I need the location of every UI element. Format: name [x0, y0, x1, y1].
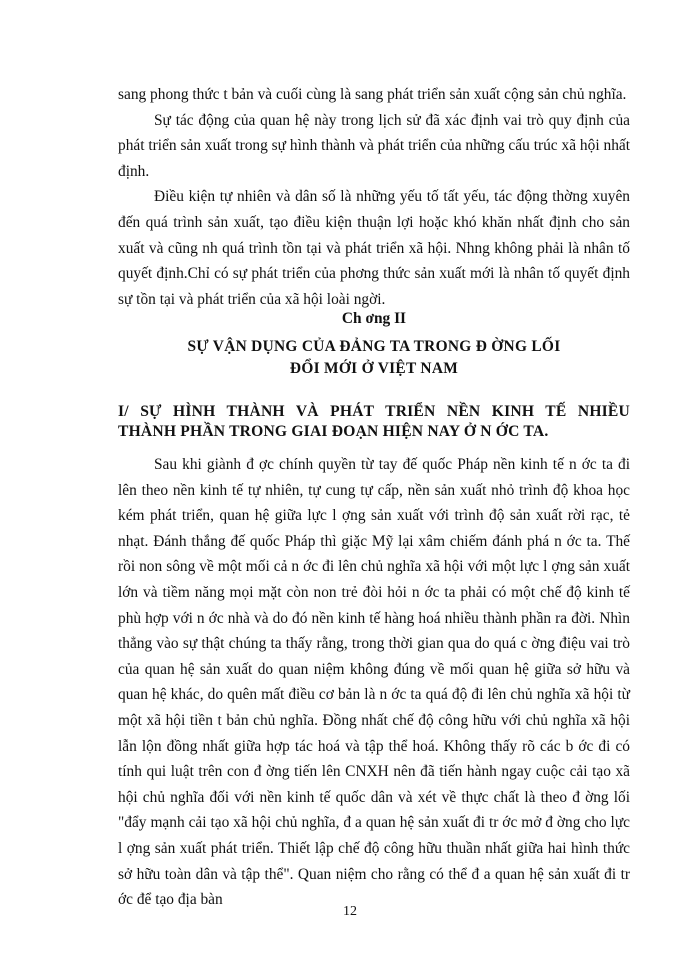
page-number: 12: [343, 904, 357, 919]
chapter-label: Ch ơng II: [341, 310, 407, 327]
paragraph: Điều kiện tự nhiên và dân số là những yếu tố tất yếu, tác động thờng xuyên đến quá trình sản xuất, tạo điều kiện thuận lợi hoặc khó khăn nhất định cho sản xuất và cũng nh quá trình tồn tại và phát triển xã hội. Nhng không phải là nhân tố quyết định.Chỉ có sự phát triển của phơng thức sản xuất mới là nhân tố quyết định sự tồn tại và phát triển của xã hội loài ngời.: [118, 188, 630, 308]
section-heading: [118, 402, 630, 442]
chapter-title: [118, 336, 630, 380]
chapter-title-line: ĐỔI MỚI Ở VIỆT NAM: [289, 360, 459, 377]
body-text-top: [118, 82, 630, 312]
section-heading-line: THÀNH PHẦN TRONG GIAI ĐOẠN HIỆN NAY Ở N ỚC TA.: [118, 423, 549, 440]
chapter-title-line: SỰ VẬN DỤNG CỦA ĐẢNG TA TRONG Đ ỜNG LỐI: [187, 338, 561, 355]
section-heading-line: I/ SỰ HÌNH THÀNH VÀ PHÁT TRIỂN NỀN KINH TẾ NHIỀU: [118, 403, 630, 420]
paragraph: Sau khi giành đ ợc chính quyền từ tay đế quốc Pháp nền kinh tế n ớc ta đi lên theo nền kinh tế tự nhiên, tự cung tự cấp, nền sản xuất nhỏ trình độ khoa học kém phát triển, quan hệ giữa lực l ợng sản xuất với trình độ sản xuất rời rạc, tẻ nhạt. Đánh thắng đế quốc Pháp thì giặc Mỹ lại xâm chiếm đánh phá n ớc ta. Thế rồi non sông về một mối cả n ớc đi lên chủ nghĩa xã hội với một lực l ợng sản xuất lớn và tiềm năng mọi mặt còn non trẻ đòi hỏi n ớc ta phải có một chế độ kinh tế phù hợp với n ớc nhà và do đó nền kinh tế hàng hoá nhiều thành phần ra đời. Nhìn thẳng vào sự thật chúng ta thấy rằng, trong thời gian qua do quá c ờng điệu vai trò của quan hệ sản xuất do quan niệm không đúng về mối quan hệ giữa sở hữu và quan hệ khác, do quên mất điều cơ bản là n ớc ta quá độ đi lên chủ nghĩa xã hội từ một xã hội tiền t bản chủ nghĩa. Đồng nhất chế độ công hữu với chủ nghĩa xã hội lẫn lộn đồng nhất giữa hợp tác hoá và tập thể hoá. Không thấy rõ các b ớc đi có tính qui luật trên con đ ờng tiến lên CNXH nên đã tiến hành ngay cuộc cải tạo xã hội chủ nghĩa đối với nền kinh tế quốc dân và xét về thực chất là theo đ ờng lối "đẩy mạnh cải tạo xã hội chủ nghĩa, đ a quan hệ sản xuất đi tr ớc mở đ ờng cho lực l ợng sản xuất phát triển. Thiết lập chế độ công hữu thuần nhất giữa hai hình thức sở hữu toàn dân và tập thể". Quan niệm cho rằng có thể đ a quan hệ sản xuất đi tr ớc để tạo địa bàn: [118, 456, 630, 909]
body-text-section: [118, 452, 630, 913]
paragraph-continuation: sang phong thức t bản và cuối cùng là sang phát triển sản xuất cộng sản chủ nghĩa.: [118, 86, 627, 103]
paragraph: Sự tác động của quan hệ này trong lịch sử đã xác định vai trò quy định của phát triển sản xuất trong sự hình thành và phát triển của những cấu trúc xã hội nhất định.: [118, 111, 630, 180]
